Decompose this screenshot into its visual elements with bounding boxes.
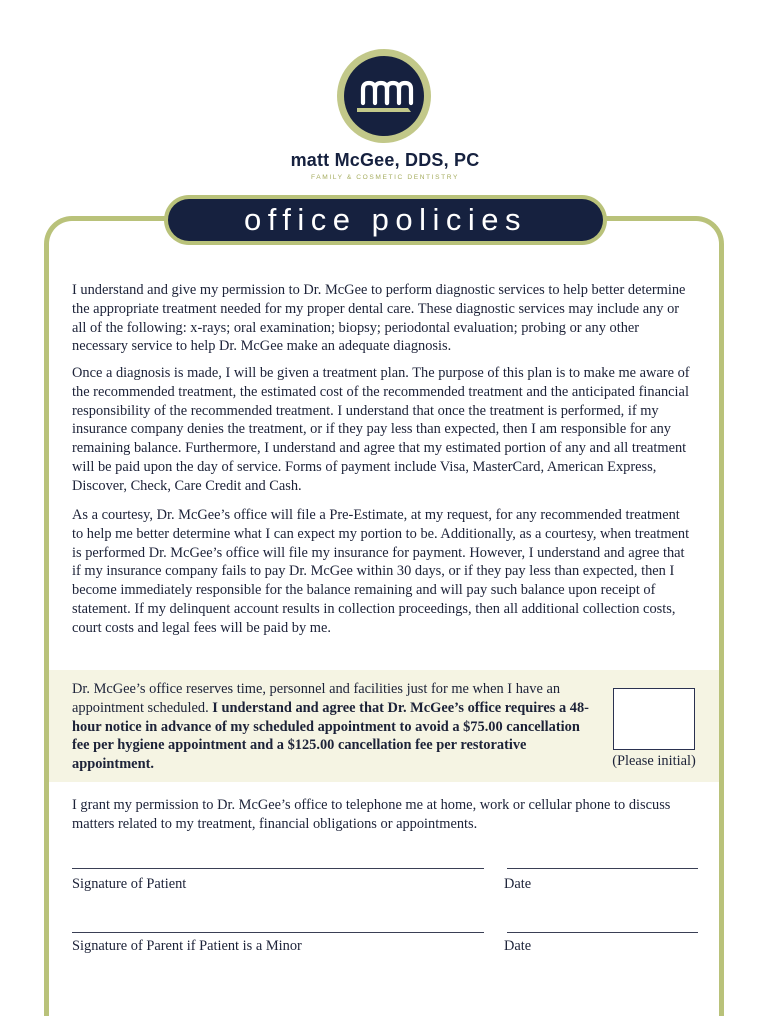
date-line-1[interactable] — [507, 868, 698, 869]
page-title: office policies — [168, 199, 603, 241]
telephone-permission-paragraph: I grant my permission to Dr. McGee’s office to telephone me at home, work or cellular phone to discuss matters related to my treatment, financial obligations or appointments. — [72, 797, 671, 832]
parent-signature-label: Signature of Parent if Patient is a Minor — [72, 938, 302, 954]
initial-box[interactable] — [613, 688, 695, 750]
practice-name: matt McGee, DDS, PC — [290, 150, 480, 170]
title-banner — [164, 195, 607, 245]
date-label-2: Date — [504, 938, 532, 954]
patient-signature-label: Signature of Patient — [72, 876, 187, 892]
cancellation-terms: I understand and agree that Dr. McGee’s office requires a 48- hour notice in advance of my scheduled appointment to avoid a $75.00 cancellation fee per hygiene appointment and a $125.00 cancellation fee per restorative appointment. — [72, 699, 589, 773]
cancellation-text: Dr. McGee’s office reserves time, personnel and facilities just for me when I have an appointment scheduled. — [72, 681, 561, 716]
cancellation-paragraph — [72, 680, 590, 774]
date-label-1: Date — [504, 876, 532, 892]
parent-signature-line[interactable] — [72, 932, 484, 933]
insurance-paragraph: As a courtesy, Dr. McGee’s office will file a Pre-Estimate, at my request, for any recommended treatment to help me better determine what I can expect my portion to be. Additionally, as a courtesy, when treatment is performed Dr. McGee’s office will file my insurance for payment. However, I understand and agree that if my insurance company fails to pay Dr. McGee within 30 days, or if they pay less than expected, then I become immediately responsible for the balance remaining and will pay such balance upon receipt of statement. If my delinquent account results in collection proceedings, then all additional collection costs, court costs and legal fees will be paid by me. — [72, 507, 690, 636]
diagnostic-paragraph: I understand and give my permission to Dr. McGee to perform diagnostic services to help better determine the appropriate treatment needed for my proper dental care. These diagnostic services may include any or all of the following: x-rays; oral examination; biopsy; periodontal evaluation; probing or any other necessary service to help Dr. McGee make an adequate diagnosis. — [72, 282, 686, 355]
practice-tagline: FAMILY & COSMETIC DENTISTRY — [311, 174, 459, 181]
date-line-2[interactable] — [507, 932, 698, 933]
initial-label: (Please initial) — [612, 753, 696, 769]
patient-signature-line[interactable] — [72, 868, 484, 869]
treatment-plan-paragraph: Once a diagnosis is made, I will be given a treatment plan. The purpose of this plan is to make me aware of the recommended treatment, the estimated cost of the recommended treatment and the anticipated financial responsibility of the recommended treatment. I understand that once the treatment is performed, if my insurance company denies the treatment, or if they pay less than expected, then I am responsible for any remaining balance. Furthermore, I understand and agree that my estimated portion of any and all treatment will be paid upon the day of service. Forms of payment include Visa, MasterCard, American Express, Discover, Check, Care Credit and Cash. — [72, 365, 690, 494]
mm-monogram-logo-icon — [337, 49, 431, 143]
